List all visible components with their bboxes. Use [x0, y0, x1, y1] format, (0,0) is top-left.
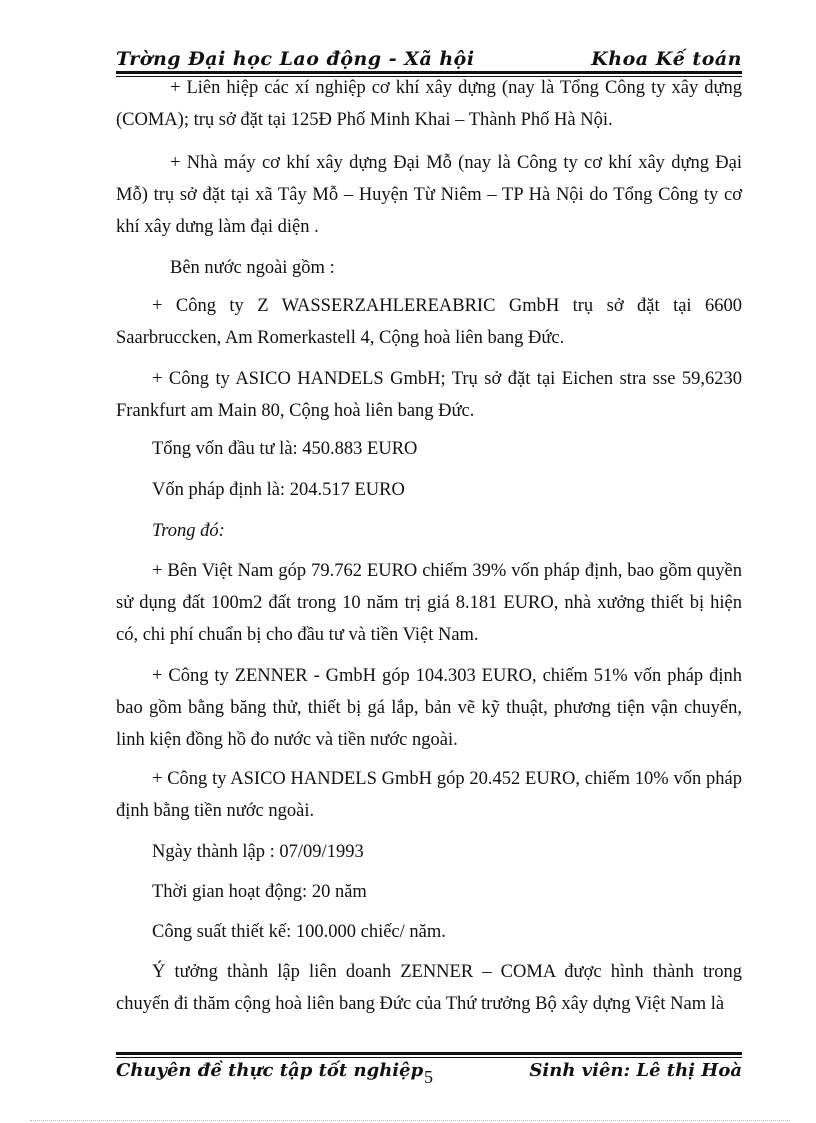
paragraph-operating-period: Thời gian hoạt động: 20 năm [152, 882, 367, 902]
paragraph-asico-contribution: + Công ty ASICO HANDELS GmbH góp 20.452 EURO, chiếm 10% vốn pháp định bằng tiền nước ngoài. [116, 769, 742, 821]
paragraph-coma: + Liên hiệp các xí nghiệp cơ khí xây dựng (nay là Tổng Công ty xây dựng (COMA); trụ sở đặt tại 125Đ Phố Minh Khai – Thành Phố Hà Nội. [116, 78, 742, 130]
paragraph-vietnam-contribution: + Bên Việt Nam góp 79.762 EURO chiếm 39% vốn pháp định, bao gồm quyền sử dụng đất 100m2 đất trong 10 năm trị giá 8.181 EURO, nhà xưởng thiết bị hiện có, chi phí chuẩn bị cho đầu tư và tiền Việt Nam. [116, 561, 742, 645]
header-faculty: Khoa Kế toán [591, 48, 742, 70]
page-header [116, 48, 742, 72]
paragraph-design-capacity: Công suất thiết kế: 100.000 chiếc/ năm. [152, 922, 446, 942]
paragraph-legal-capital: Vốn pháp định là: 204.517 EURO [152, 480, 405, 500]
paragraph-zenner-company: + Công ty Z WASSERZAHLEREABRIC GmbH trụ sở đặt tại 6600 Saarbruccken, Am Romerkastell 4, Cộng hoà liên bang Đức. [116, 296, 742, 348]
footer-student-name: Sinh viên: Lê thị Hoà [529, 1060, 742, 1081]
paragraph-total-capital: Tổng vốn đầu tư là: 450.883 EURO [152, 439, 418, 459]
paragraph-foreign-side: Bên nước ngoài gồm : [170, 258, 335, 278]
paragraph-founding-date: Ngày thành lập : 07/09/1993 [152, 842, 364, 862]
page-number: 5 [424, 1067, 433, 1087]
paragraph-dai-mo: + Nhà máy cơ khí xây dựng Đại Mỗ (nay là Công ty cơ khí xây dựng Đại Mỗ) trụ sở đặt tại xã Tây Mỗ – Huyện Từ Niêm – TP Hà Nội do Tổng Công ty cơ khí xây dưng làm đại diện . [116, 153, 742, 237]
paragraph-asico-company: + Công ty ASICO HANDELS GmbH; Trụ sở đặt tại Eichen stra sse 59,6230 Frankfurt am Main 80, Cộng hoà liên bang Đức. [116, 369, 742, 421]
footer-rule-thick [116, 1052, 742, 1055]
paragraph-joint-venture-idea: Ý tưởng thành lập liên doanh ZENNER – COMA được hình thành trong chuyến đi thăm cộng hoà liên bang Đức của Thứ trưởng Bộ xây dựng Việt Nam là [116, 962, 742, 1014]
paragraph-of-which: Trong đó: [152, 521, 225, 541]
paragraph-zenner-contribution: + Công ty ZENNER - GmbH góp 104.303 EURO, chiếm 51% vốn pháp định bao gồm bằng băng thử, thiết bị gá lắp, bản vẽ kỹ thuật, phương tiện vận chuyển, linh kiện đồng hồ đo nước và tiền nước ngoài. [116, 666, 742, 750]
footer-rule-thin [116, 1057, 742, 1058]
page-bottom-edge [30, 1120, 790, 1121]
footer-report-title: Chuyên đề thực tập tốt nghiệp [116, 1060, 424, 1081]
header-university: Trờng Đại học Lao động - Xã hội [116, 48, 475, 70]
